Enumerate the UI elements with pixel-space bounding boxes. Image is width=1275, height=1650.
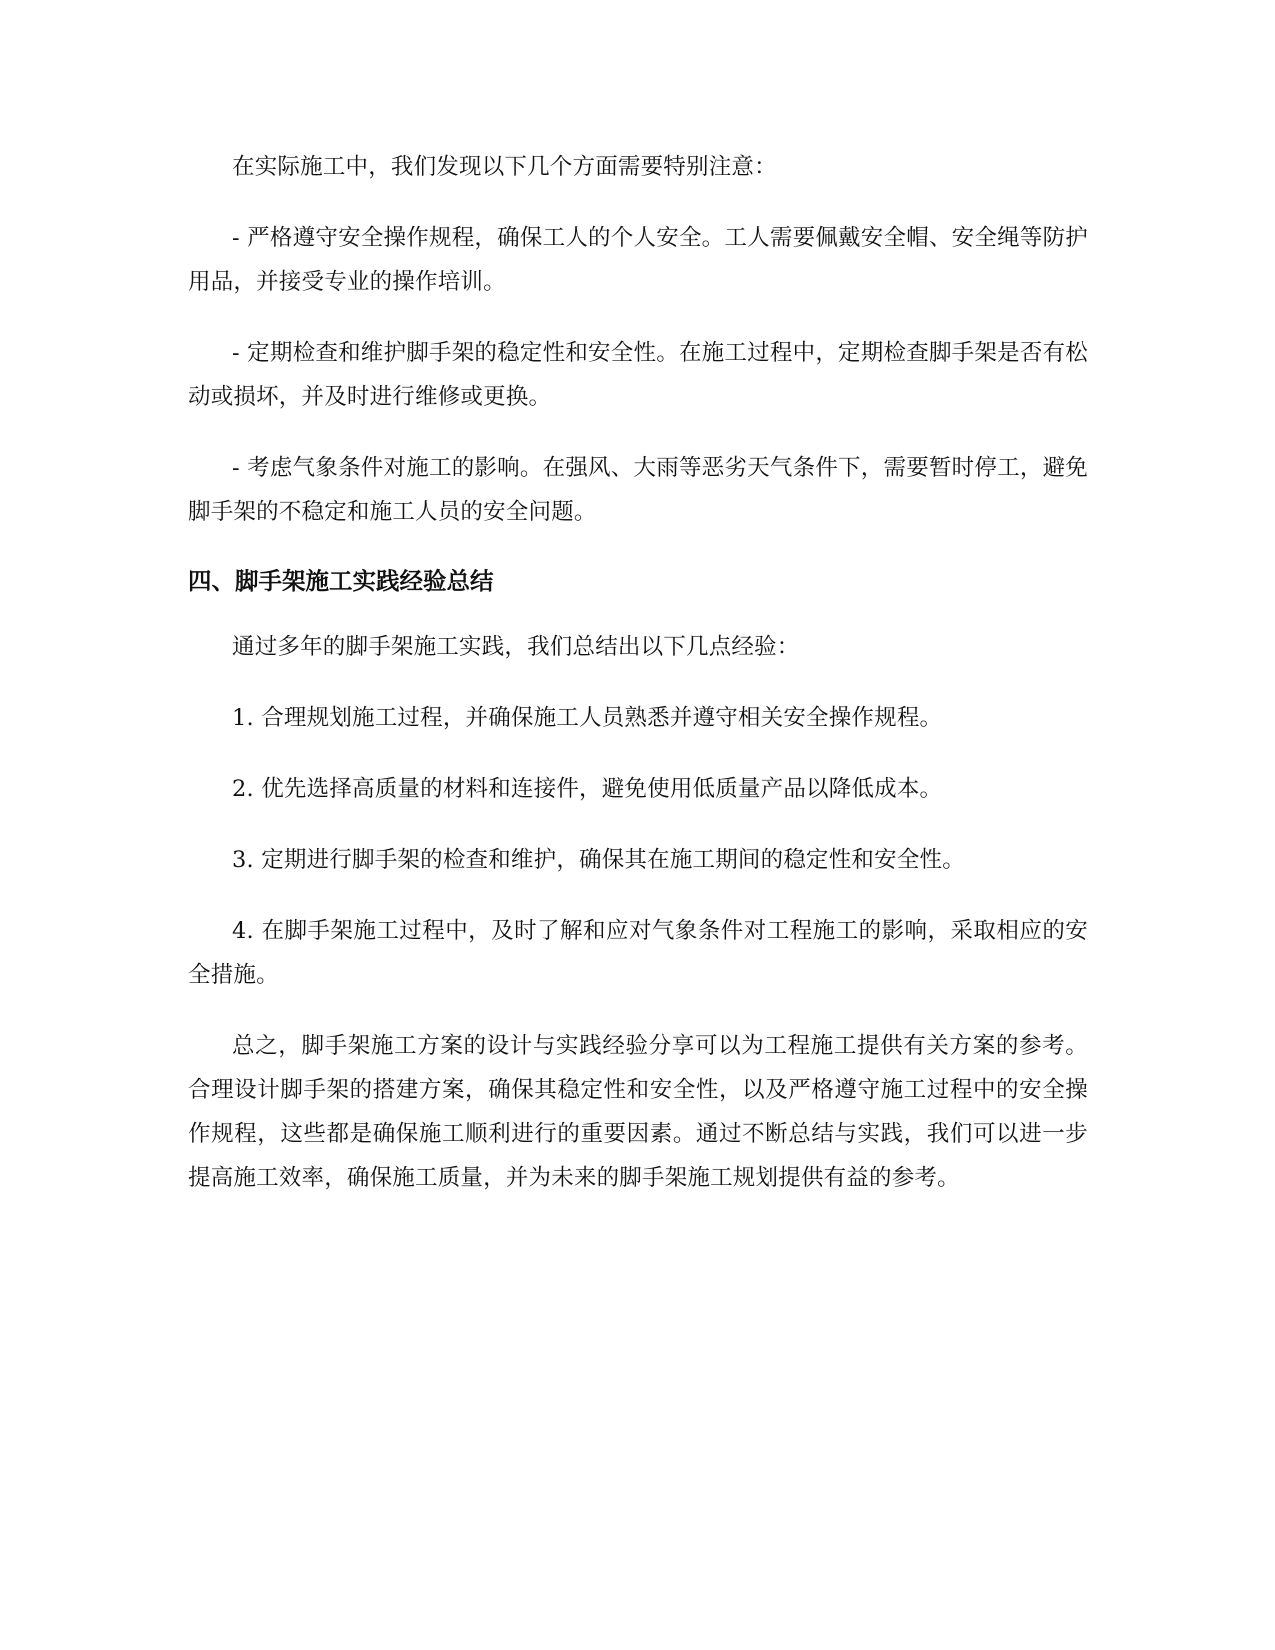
- paragraph-inspection: - 定期检查和维护脚手架的稳定性和安全性。在施工过程中，定期检查脚手架是否有松动或损坏，并及时进行维修或更换。: [188, 340, 1088, 410]
- list-item: 3. 定期进行脚手架的检查和维护，确保其在施工期间的稳定性和安全性。: [232, 847, 965, 873]
- paragraph-experience-intro: 通过多年的脚手架施工实践，我们总结出以下几点经验：: [232, 634, 800, 660]
- paragraph-weather: - 考虑气象条件对施工的影响。在强风、大雨等恶劣天气条件下，需要暂时停工，避免脚手架的不稳定和施工人员的安全问题。: [188, 455, 1088, 525]
- paragraph-safety-rules: - 严格遵守安全操作规程，确保工人的个人安全。工人需要佩戴安全帽、安全绳等防护用品，并接受专业的操作培训。: [188, 225, 1088, 295]
- list-item: 4. 在脚手架施工过程中，及时了解和应对气象条件对工程施工的影响，采取相应的安全措施。: [188, 918, 1088, 988]
- document-body: [188, 145, 1088, 1227]
- paragraph-attention-intro: 在实际施工中，我们发现以下几个方面需要特别注意：: [232, 154, 777, 180]
- list-item: 1. 合理规划施工过程，并确保施工人员熟悉并遵守相关安全操作规程。: [232, 705, 943, 731]
- list-item: 2. 优先选择高质量的材料和连接件，避免使用低质量产品以降低成本。: [232, 776, 943, 802]
- paragraph-conclusion: 总之，脚手架施工方案的设计与实践经验分享可以为工程施工提供有关方案的参考。合理设计脚手架的搭建方案，确保其稳定性和安全性，以及严格遵守施工过程中的安全操作规程，这些都是确保施工顺利进行的重要因素。通过不断总结与实践，我们可以进一步提高施工效率，确保施工质量，并为未来的脚手架施工规划提供有益的参考。: [188, 1033, 1088, 1191]
- section-heading: 四、脚手架施工实践经验总结: [188, 567, 494, 595]
